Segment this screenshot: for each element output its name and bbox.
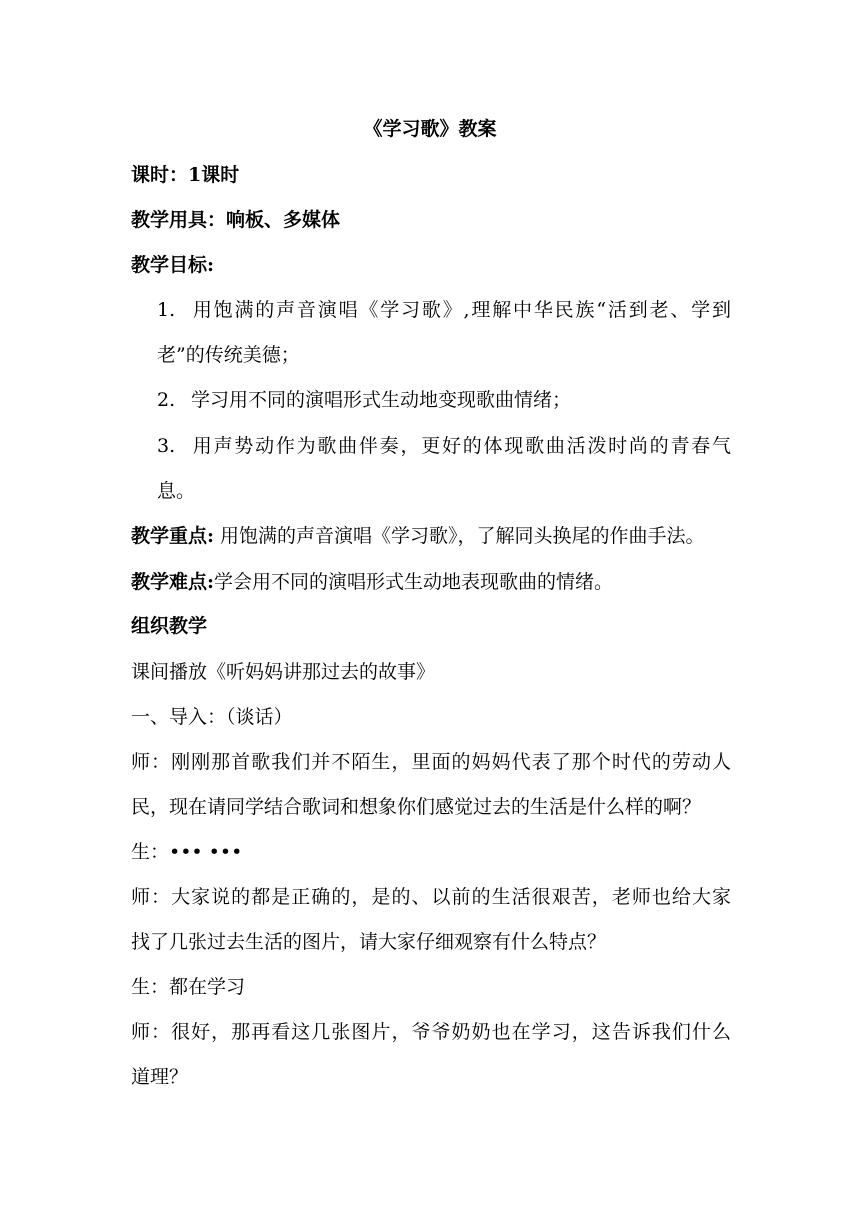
goals-heading: 教学目标: (131, 254, 215, 276)
dialog-line-continued: 找了几张过去生活的图片，请大家仔细观察有什么特点？ (131, 931, 607, 953)
difficulty-text: 学会用不同的演唱形式生动地表现歌曲的情绪。 (214, 571, 614, 593)
goal-number: 2. (157, 389, 176, 411)
difficulty-point (131, 570, 731, 594)
dialog-line: 生：••• ••• (131, 841, 243, 863)
goal-number: 3. (157, 435, 176, 457)
key-point-text: 用饱满的声音演唱《学习歌》，了解同头换尾的作曲手法。 (214, 525, 705, 547)
difficulty-label: 教学难点: (131, 571, 215, 593)
dialog-line: 生：都在学习 (131, 976, 246, 998)
key-point-label: 教学重点: (131, 525, 215, 547)
teaching-tools: 教学用具：响板、多媒体 (131, 209, 341, 231)
dialog-line: 师：大家说的都是正确的，是的、以前的生活很艰苦，老师也给大家 (131, 886, 731, 908)
dialog-line: 师：很好，那再看这几张图片，爷爷奶奶也在学习，这告诉我们什么 (131, 1021, 731, 1043)
goal-item-1 (157, 298, 731, 322)
key-point (131, 524, 731, 548)
goal-item-3 (157, 434, 731, 458)
lesson-period: 课时：1课时 (131, 164, 240, 186)
break-music: 课间播放《听妈妈讲那过去的故事》 (131, 661, 436, 683)
dialog-line-continued: 民，现在请同学结合歌词和想象你们感觉过去的生活是什么样的啊？ (131, 796, 702, 818)
goal-text: 用饱满的声音演唱《学习歌》,理解中华民族“活到老、学到 (191, 299, 731, 321)
goal-text: 学习用不同的演唱形式生动地变现歌曲情绪； (191, 389, 572, 411)
goal-item-1-continued: 老”的传统美德； (157, 344, 300, 366)
intro-heading: 一、导入：（谈话） (131, 706, 293, 728)
goal-number: 1. (157, 299, 176, 321)
goal-item-2 (157, 388, 757, 412)
dialog-line: 师：刚刚那首歌我们并不陌生，里面的妈妈代表了那个时代的劳动人 (131, 751, 731, 773)
document-title: 《学习歌》教案 (363, 118, 497, 140)
dialog-line-continued: 道理？ (131, 1066, 189, 1088)
organize-heading: 组织教学 (131, 615, 208, 637)
goal-text: 用声势动作为歌曲伴奏，更好的体现歌曲活泼时尚的青春气 (191, 435, 731, 457)
goal-item-3-continued: 息。 (157, 480, 196, 502)
